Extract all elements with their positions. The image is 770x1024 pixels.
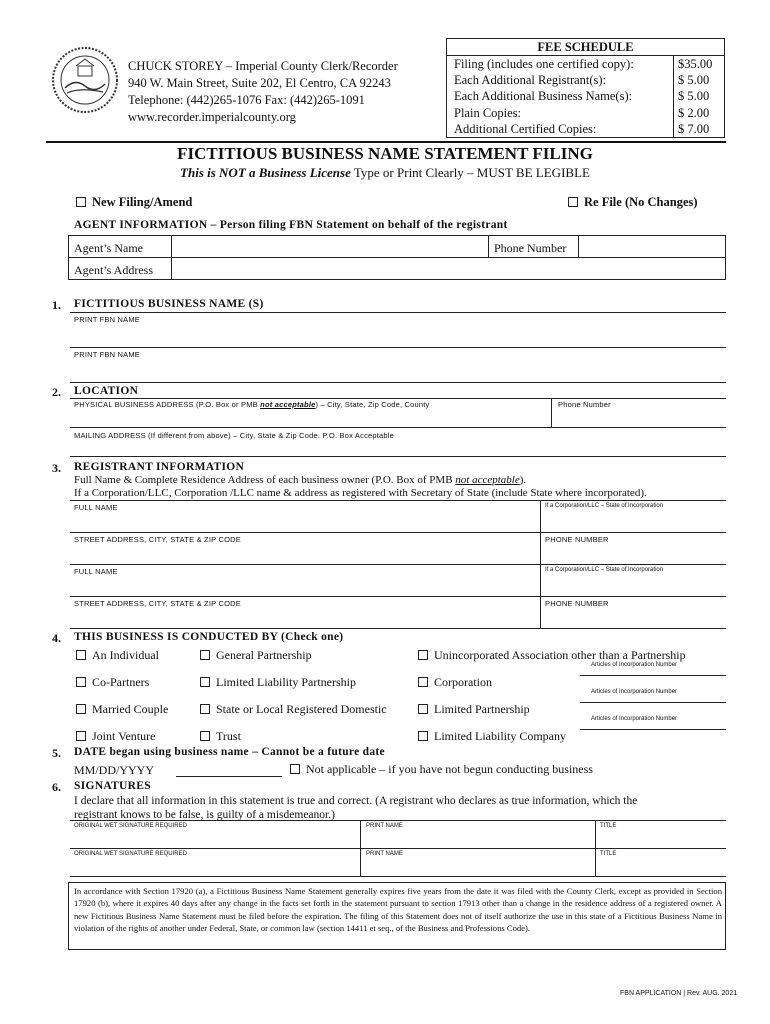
section-1-title: FICTITIOUS BUSINESS NAME (S)	[74, 298, 264, 310]
fee-amount: $ 2.00	[678, 105, 710, 120]
fee-schedule	[446, 38, 725, 138]
physical-address-label-end: ) – City, State, Zip Code, County	[315, 400, 430, 409]
fee-row	[454, 88, 724, 104]
fee-row	[454, 105, 724, 121]
ownership-option-label: General Partnership	[216, 648, 312, 662]
registrant-1-state-field[interactable]	[542, 513, 724, 531]
office-address: 940 W. Main Street, Suite 202, El Centro, CA 92243	[128, 76, 391, 90]
state-of-incorporation-label: If a Corporation/LLC – State of Incorporation	[545, 567, 664, 573]
street-address-label: STREET ADDRESS, CITY, STATE & ZIP CODE	[74, 535, 241, 544]
title-field-1[interactable]	[597, 832, 724, 846]
mailing-address-label: MAILING ADDRESS (If different from above) – City, State & Zip Code. P.O. Box Acceptable	[74, 431, 395, 440]
ownership-checkbox[interactable]	[200, 677, 210, 687]
ownership-option[interactable]	[76, 648, 159, 663]
ownership-option-label: Limited Partnership	[434, 702, 530, 716]
fee-row	[454, 56, 724, 72]
fee-schedule-title: FEE SCHEDULE	[447, 39, 724, 56]
ownership-option[interactable]	[76, 675, 149, 690]
signature-label: ORIGINAL WET SIGNATURE REQUIRED	[74, 823, 187, 829]
physical-address-label: PHYSICAL BUSINESS ADDRESS (P.O. Box or PMB	[74, 400, 261, 409]
ownership-checkbox[interactable]	[200, 731, 210, 741]
location-phone-field[interactable]	[553, 410, 724, 426]
location-phone-label: Phone Number	[558, 400, 611, 409]
ownership-option-label: State or Local Registered Domestic	[216, 702, 387, 716]
ownership-checkbox[interactable]	[76, 704, 86, 714]
fee-label: Additional Certified Copies:	[454, 121, 597, 136]
ownership-option[interactable]	[418, 729, 566, 744]
mailing-address-field[interactable]	[72, 441, 724, 455]
not-acceptable-note: not acceptable	[260, 400, 316, 409]
ownership-checkbox[interactable]	[76, 731, 86, 741]
fbn-name-field-2[interactable]	[72, 360, 724, 380]
fbn-name-field-1[interactable]	[72, 325, 724, 345]
fee-amount: $ 5.00	[678, 73, 710, 88]
ownership-option[interactable]	[200, 675, 356, 690]
section-4-number: 4.	[52, 631, 61, 645]
phone-number-label: PHONE NUMBER	[545, 535, 609, 544]
physical-address-field[interactable]	[72, 410, 549, 426]
ownership-option-label: An Individual	[92, 648, 159, 662]
print-name-label: PRINT NAME	[366, 851, 403, 857]
ownership-option-label: Limited Liability Partnership	[216, 675, 356, 689]
declaration-line-2: registrant knows to be false, is guilty of a misdemeanor.)	[74, 809, 335, 821]
signature-label: ORIGINAL WET SIGNATURE REQUIRED	[74, 851, 187, 857]
ownership-option-label: Unincorporated Association other than a Partnership	[434, 648, 686, 662]
registrant-instruction-1-end: ).	[519, 474, 527, 486]
fbn-name-label-2: PRINT FBN NAME	[74, 350, 141, 359]
ownership-option[interactable]	[76, 702, 168, 717]
new-filing-label: New Filing/Amend	[92, 195, 193, 209]
ownership-option-label: Corporation	[434, 675, 492, 689]
ownership-checkbox[interactable]	[76, 650, 86, 660]
title-field-2[interactable]	[597, 860, 724, 874]
ownership-option[interactable]	[418, 702, 530, 717]
fbn-name-label-1: PRINT FBN NAME	[74, 315, 141, 324]
fee-label: Each Additional Business Name(s):	[454, 89, 633, 104]
section-2-title: LOCATION	[74, 385, 139, 397]
registrant-2-state-field[interactable]	[542, 577, 724, 595]
articles-label: Articles of Incorporation Number	[591, 662, 678, 668]
agent-address-label: Agent’s Address	[74, 263, 153, 277]
registrant-2-address-field[interactable]	[72, 609, 538, 627]
new-filing-checkbox[interactable]	[76, 197, 86, 207]
signature-field-2[interactable]	[72, 860, 358, 874]
articles-number-field[interactable]	[580, 702, 726, 703]
phone-number-label: PHONE NUMBER	[545, 599, 609, 608]
ownership-option[interactable]	[200, 729, 241, 744]
registrant-1-address-field[interactable]	[72, 545, 538, 563]
section-2-number: 2.	[52, 385, 61, 399]
fee-row	[454, 121, 724, 137]
date-label: MM/DD/YYYY	[74, 763, 155, 777]
ownership-checkbox[interactable]	[418, 677, 428, 687]
title-label: TITLE	[600, 851, 617, 857]
ownership-option[interactable]	[76, 729, 155, 744]
ownership-option-label: Married Couple	[92, 702, 169, 716]
section-3-title: REGISTRANT INFORMATION	[74, 461, 245, 473]
section-6-title: SIGNATURES	[74, 780, 151, 792]
registrant-instruction-1: Full Name & Complete Residence Address of each business owner (P.O. Box of PMB	[74, 474, 456, 486]
not-applicable-label: Not applicable – if you have not begun conducting business	[306, 762, 593, 776]
fee-amount: $ 7.00	[678, 121, 710, 136]
ownership-option-label: Joint Venture	[92, 729, 156, 743]
print-name-field-2[interactable]	[362, 860, 593, 874]
office-phone: Telephone: (442)265-1076 Fax: (442)265-1091	[128, 93, 365, 107]
articles-label: Articles of Incorporation Number	[591, 689, 678, 695]
agent-heading: AGENT INFORMATION – Person filing FBN Statement on behalf of the registrant	[74, 219, 508, 231]
state-of-incorporation-label: If a Corporation/LLC – State of Incorporation	[545, 503, 664, 509]
section-5-title: DATE began using business name – Cannot be a future date	[74, 746, 385, 758]
ownership-option[interactable]	[200, 648, 312, 663]
fee-row	[454, 72, 724, 88]
fee-label: Plain Copies:	[454, 105, 522, 120]
title-label: TITLE	[600, 823, 617, 829]
ownership-option-label: Limited Liability Company	[434, 729, 566, 743]
fee-amount: $ 5.00	[678, 89, 710, 104]
ownership-option[interactable]	[418, 675, 492, 690]
date-field[interactable]	[176, 762, 282, 777]
agent-name-field[interactable]	[173, 237, 486, 256]
county-seal	[50, 40, 120, 120]
registrant-2-phone-field[interactable]	[542, 609, 724, 627]
expiration-notice-text: In accordance with Section 17920 (a), a Fictitious Business Name Statement generally expires five years from the date it was filed with the County Clerk, except as provided in Section 17920 (b), where it expires 40 days after any change in the facts set forth in the statement pursuant to section 17913 other than a change in the residence address of a registered owner. A new Fictitious Business Name Statement must be filed before the expiration. The filing of this Statement does not of itself authorize the use in this state of a Fictitious Business Name in violation of the rights of another under Federal, State, or common law (section 14411 et seq., of the Business and Professions Code).	[74, 886, 722, 934]
registrant-2-name-field[interactable]	[72, 577, 538, 595]
agent-phone-field[interactable]	[580, 237, 724, 256]
full-name-label: FULL NAME	[74, 503, 118, 512]
ownership-option-label: Co-Partners	[92, 675, 150, 689]
ownership-option[interactable]	[200, 702, 387, 717]
signature-field-1[interactable]	[72, 832, 358, 846]
registrant-1-phone-field[interactable]	[542, 545, 724, 563]
agent-name-label: Agent’s Name	[74, 241, 143, 255]
full-name-label: FULL NAME	[74, 567, 118, 576]
ownership-checkbox[interactable]	[200, 704, 210, 714]
articles-number-field[interactable]	[580, 675, 726, 676]
form-title: FICTITIOUS BUSINESS NAME STATEMENT FILING	[177, 144, 593, 163]
print-name-label: PRINT NAME	[366, 823, 403, 829]
ownership-option[interactable]	[418, 648, 686, 663]
refile-checkbox[interactable]	[568, 197, 578, 207]
registrant-instruction-2: If a Corporation/LLC, Corporation /LLC name & address as registered with Secretary of State (include State where incorporated).	[74, 487, 647, 499]
footer-revision: FBN APPLICATION | Rev. AUG. 2021	[620, 990, 738, 997]
articles-number-field[interactable]	[580, 729, 726, 730]
section-4-title: THIS BUSINESS IS CONDUCTED BY (Check one)	[74, 631, 344, 643]
agent-address-field[interactable]	[173, 259, 724, 278]
office-website: www.recorder.imperialcounty.org	[128, 110, 296, 124]
not-license-note: This is NOT a Business License	[180, 165, 351, 180]
declaration-line-1: I declare that all information in this statement is true and correct. (A registrant who declares as true information, which the	[74, 795, 638, 807]
registrant-not-acceptable: not acceptable	[455, 474, 520, 486]
fee-amount: $35.00	[678, 57, 713, 71]
ownership-checkbox[interactable]	[418, 731, 428, 741]
section-3-number: 3.	[52, 461, 61, 475]
ownership-checkbox[interactable]	[76, 677, 86, 687]
section-5-number: 5.	[52, 746, 61, 760]
office-line: CHUCK STOREY – Imperial County Clerk/Recorder	[128, 59, 398, 73]
legible-note: Type or Print Clearly – MUST BE LEGIBLE	[350, 165, 590, 180]
refile-label: Re File (No Changes)	[584, 195, 698, 209]
print-name-field-1[interactable]	[362, 832, 593, 846]
ownership-checkbox[interactable]	[418, 650, 428, 660]
street-address-label: STREET ADDRESS, CITY, STATE & ZIP CODE	[74, 599, 241, 608]
not-applicable-checkbox[interactable]	[290, 764, 300, 774]
fee-label: Filing (includes one certified copy):	[454, 57, 634, 71]
ownership-option-label: Trust	[216, 729, 241, 743]
registrant-1-name-field[interactable]	[72, 513, 538, 531]
articles-label: Articles of Incorporation Number	[591, 716, 678, 722]
ownership-checkbox[interactable]	[200, 650, 210, 660]
section-1-number: 1.	[52, 298, 61, 312]
fee-label: Each Additional Registrant(s):	[454, 73, 607, 88]
agent-phone-label: Phone Number	[494, 241, 567, 255]
ownership-checkbox[interactable]	[418, 704, 428, 714]
section-6-number: 6.	[52, 780, 61, 794]
